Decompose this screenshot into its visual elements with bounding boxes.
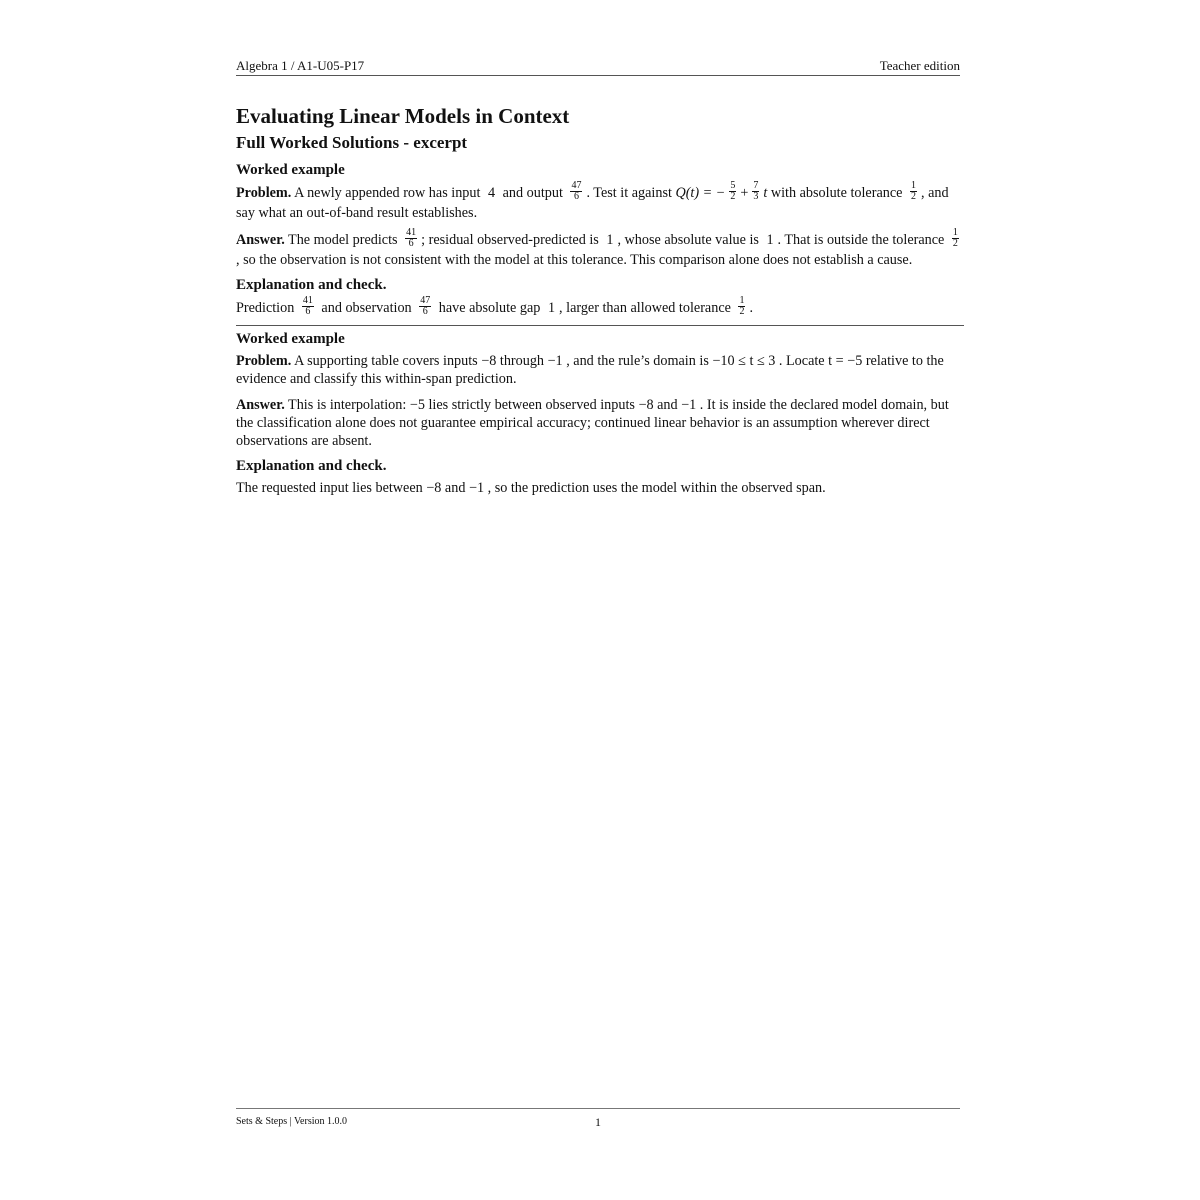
model-equation-lhs: Q(t) = − xyxy=(675,184,726,201)
tolerance-fraction xyxy=(952,228,959,249)
fraction-numerator: 41 xyxy=(302,295,313,306)
fraction-denominator: 2 xyxy=(730,191,736,202)
fraction-numerator: 41 xyxy=(406,227,417,238)
answer-text xyxy=(236,227,964,269)
fraction-numerator: 5 xyxy=(730,180,736,191)
answer-part: . That is outside the tolerance xyxy=(777,231,945,248)
worked-example-2 xyxy=(236,331,964,497)
page-number: 1 xyxy=(595,1115,601,1129)
check-heading: Explanation and check. xyxy=(236,458,387,474)
fraction-denominator: 3 xyxy=(753,191,759,202)
fraction-numerator: 7 xyxy=(753,180,759,191)
gap-value: 1 xyxy=(547,299,556,316)
check-text xyxy=(236,295,964,319)
answer-label: Answer. xyxy=(236,397,285,413)
edition-label: Teacher edition xyxy=(879,58,960,73)
fraction-numerator: 47 xyxy=(571,180,582,191)
footer-divider xyxy=(236,1108,960,1109)
fraction-denominator: 6 xyxy=(305,306,311,317)
page xyxy=(236,0,964,1200)
example-heading: Worked example xyxy=(236,331,345,347)
answer-body: This is interpolation: −5 lies strictly between observed inputs −8 and −1 . It is inside the declared model domain, but the classification alone does not guarantee empirical accuracy; continued linear behavior is an assumption wherever direct observations are absent. xyxy=(236,397,949,449)
fraction-denominator: 2 xyxy=(952,238,958,249)
course-code: Algebra 1 / A1-U05-P17 xyxy=(236,58,365,73)
residual-value: 1 xyxy=(606,231,614,248)
problem-part: with absolute tolerance xyxy=(770,184,903,201)
check-heading: Explanation and check. xyxy=(236,277,387,293)
observation-fraction xyxy=(419,296,431,317)
fraction-denominator: 6 xyxy=(422,306,428,317)
worked-example-1 xyxy=(236,162,964,319)
model-fraction-a xyxy=(729,181,736,202)
tolerance-fraction xyxy=(738,296,745,317)
problem-part: . Test it against xyxy=(586,184,672,201)
model-fraction-b xyxy=(752,181,759,202)
fraction-denominator: 2 xyxy=(739,306,745,317)
answer-part: , so the observation is not consistent with the model at this tolerance. This comparison alone does not establish a cause. xyxy=(236,252,913,268)
fraction-numerator: 1 xyxy=(952,227,958,238)
answer-part: The model predicts xyxy=(288,231,398,248)
output-fraction xyxy=(570,181,582,202)
fraction-denominator: 6 xyxy=(408,238,414,249)
example-heading: Worked example xyxy=(236,162,345,178)
page-subtitle: Full Worked Solutions - excerpt xyxy=(236,133,468,152)
problem-label: Problem. xyxy=(236,353,292,369)
answer-part: ; residual observed-predicted is xyxy=(421,231,599,248)
footer-text: Sets & Steps | Version 1.0.0 xyxy=(236,1116,347,1127)
fraction-numerator: 47 xyxy=(420,295,431,306)
fraction-denominator: 2 xyxy=(911,191,916,202)
problem-body: A supporting table covers inputs −8 through −1 , and the rule’s domain is −10 ≤ t ≤ 3 . Locate t = −5 relative to the evidence and classify this within-span prediction. xyxy=(236,353,944,387)
fraction-numerator: 1 xyxy=(739,295,745,306)
problem-part: and output xyxy=(502,184,563,201)
prediction-fraction xyxy=(405,228,417,249)
problem-part: A newly appended row has input xyxy=(294,184,481,201)
plus-sign: + xyxy=(740,184,749,201)
problem-part: , and say what an out-of-band result establishes. xyxy=(236,184,949,221)
answer-part: , whose absolute value is xyxy=(617,231,759,248)
check-part: . xyxy=(749,299,754,316)
problem-text xyxy=(236,180,964,222)
check-part: Prediction xyxy=(236,299,295,316)
problem-text xyxy=(236,352,964,388)
tolerance-fraction xyxy=(910,181,917,202)
input-value: 4 xyxy=(487,184,496,201)
problem-label: Problem. xyxy=(236,184,292,201)
check-part: , larger than allowed tolerance xyxy=(559,299,731,316)
page-title: Evaluating Linear Models in Context xyxy=(236,104,570,128)
fraction-denominator: 6 xyxy=(573,191,579,202)
answer-text xyxy=(236,396,964,450)
check-part: have absolute gap xyxy=(438,299,541,316)
check-part: and observation xyxy=(321,299,412,316)
prediction-fraction xyxy=(302,296,314,317)
check-text: The requested input lies between −8 and −1 , so the prediction uses the model within the observed span. xyxy=(236,480,826,496)
fraction-numerator: 1 xyxy=(911,180,916,191)
absolute-value: 1 xyxy=(766,231,774,248)
running-header xyxy=(236,58,960,76)
section-divider xyxy=(236,325,964,326)
answer-label: Answer. xyxy=(236,231,285,248)
variable-t: t xyxy=(763,184,768,201)
